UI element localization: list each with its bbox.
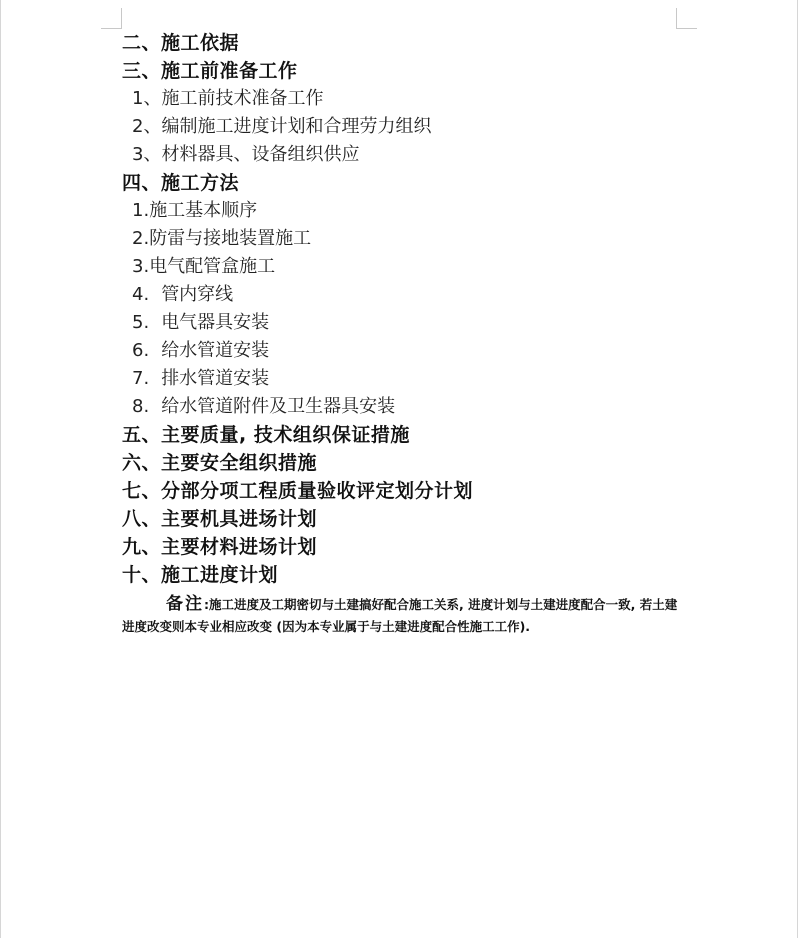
list-item-text: 施工基本顺序 [149, 200, 258, 221]
list-item-text: 管内穿线 [161, 284, 234, 305]
list-item-text: 电气器具安装 [161, 312, 270, 333]
list-item [122, 253, 682, 281]
list-item [122, 85, 682, 113]
section-heading: 六、主要安全组织措施 [122, 452, 318, 474]
section-heading: 二、施工依据 [122, 32, 240, 54]
list-item [122, 225, 682, 253]
section-heading: 五、主要质量, 技术组织保证措施 [122, 424, 410, 446]
list-item-number: 7. [132, 368, 150, 389]
list-item-text: 施工前技术准备工作 [161, 88, 324, 109]
list-item [122, 197, 682, 225]
list-item-text: 材料器具、设备组织供应 [161, 144, 360, 165]
list-item-text: 给水管道附件及卫生器具安装 [161, 396, 396, 417]
list-item [122, 365, 682, 393]
list-item-number: 8. [132, 396, 150, 417]
list-item-number: 1、 [132, 88, 162, 109]
list-item-text: 电气配管盒施工 [149, 256, 276, 277]
list-item [122, 281, 682, 309]
margin-marker-top-right [676, 8, 697, 29]
page-edge-left [0, 0, 1, 938]
section-heading: 四、施工方法 [122, 172, 240, 194]
section-heading: 十、施工进度计划 [122, 564, 279, 586]
list-item [122, 309, 682, 337]
list-item-text: 排水管道安装 [161, 368, 270, 389]
list-item-text: 编制施工进度计划和合理劳力组织 [161, 116, 432, 137]
list-item [122, 141, 682, 169]
section-heading: 八、主要机具进场计划 [122, 508, 318, 530]
list-item [122, 337, 682, 365]
list-item-number: 3、 [132, 144, 162, 165]
remark-paragraph [122, 593, 678, 638]
list-item-number: 3. [132, 256, 150, 277]
list-item-number: 2. [132, 228, 150, 249]
remark-label: 备注 [166, 594, 204, 614]
list-item-text: 给水管道安装 [161, 340, 270, 361]
document-body [122, 29, 682, 638]
list-item-number: 6. [132, 340, 150, 361]
section-heading: 九、主要材料进场计划 [122, 536, 318, 558]
list-item-number: 5. [132, 312, 150, 333]
list-item-number: 2、 [132, 116, 162, 137]
section-heading: 三、施工前准备工作 [122, 60, 298, 82]
list-item [122, 113, 682, 141]
list-item-number: 1. [132, 200, 150, 221]
remark-text: :施工进度及工期密切与土建搞好配合施工关系, 进度计划与土建进度配合一致, 若土建进度改变则本专业相应改变 (因为本专业属于与土建进度配合性施工工作). [122, 597, 678, 634]
list-item-number: 4. [132, 284, 150, 305]
margin-marker-top-left [101, 8, 122, 29]
list-item-text: 防雷与接地装置施工 [149, 228, 312, 249]
section-heading: 七、分部分项工程质量验收评定划分计划 [122, 480, 474, 502]
list-item [122, 393, 682, 421]
